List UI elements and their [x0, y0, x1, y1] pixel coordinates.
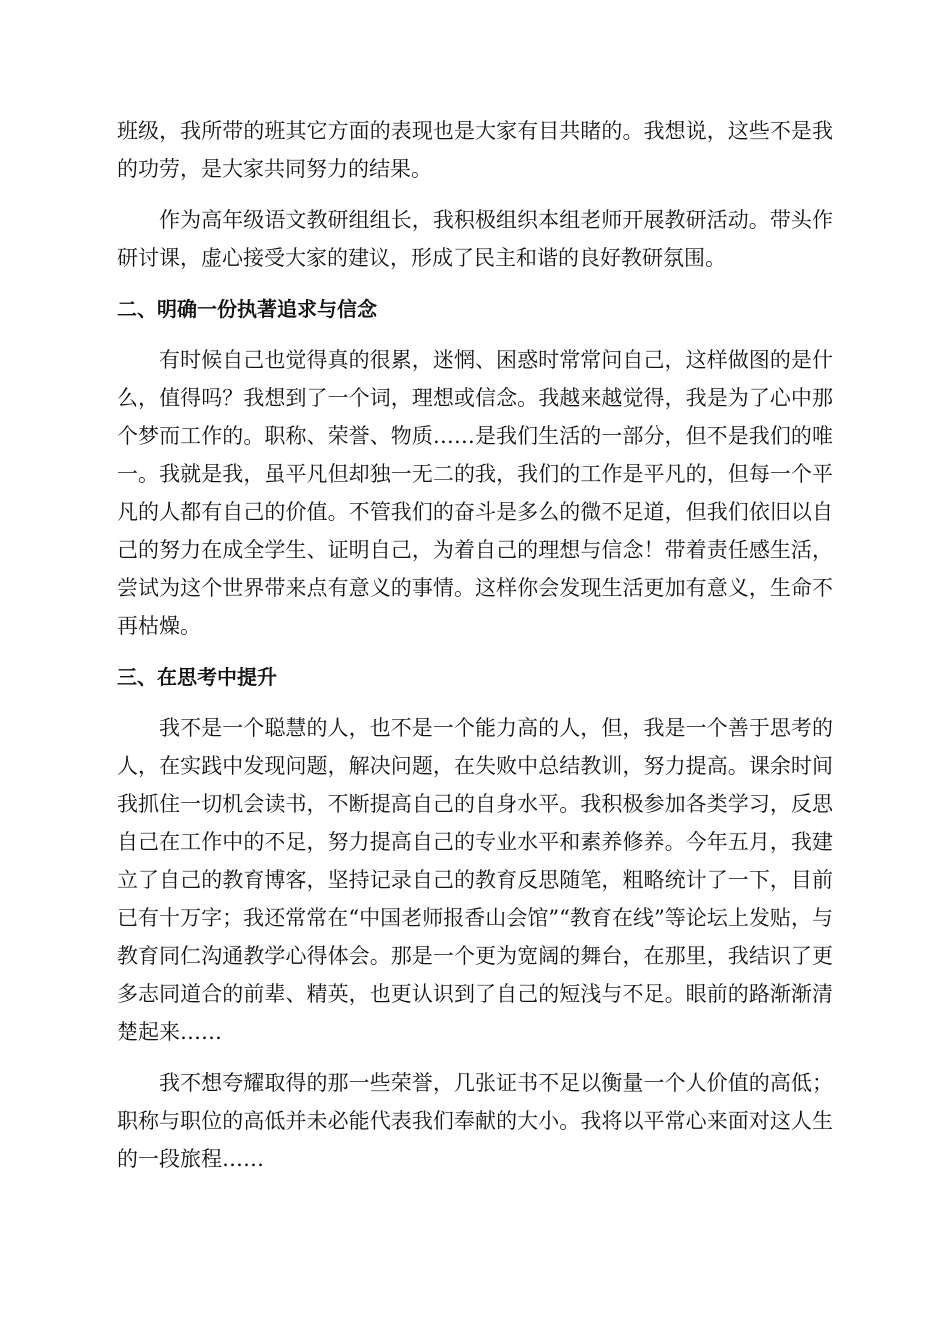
document-page	[117, 112, 833, 1178]
paragraph-belief: 有时候自己也觉得真的很累，迷惘、困惑时常常问自己，这样做图的是什么，值得吗？我想到了一个词，理想或信念。我越来越觉得，我是为了心中那个梦而工作的。职称、荣誉、物质……是我们生活的一部分，但不是我们的唯一。我就是我，虽平凡但却独一无二的我，我们的工作是平凡的，但每一个平凡的人都有自己的价值。不管我们的奋斗是多么的微不足道，但我们依旧以自己的努力在成全学生、证明自己，为着自己的理想与信念！带着责任感生活，尝试为这个世界带来点有意义的事情。这样你会发现生活更加有意义，生命不再枯燥。	[117, 348, 833, 638]
section-heading-2: 二、明确一份执著追求与信念	[117, 297, 377, 321]
paragraph-teaching-group: 作为高年级语文教研组组长，我积极组织本组老师开展教研活动。带头作研讨课，虚心接受大家的建议，形成了民主和谐的良好教研氛围。	[117, 208, 833, 270]
paragraph-continued: 班级，我所带的班其它方面的表现也是大家有目共睹的。我想说，这些不是我的功劳，是大家共同努力的结果。	[117, 119, 833, 181]
paragraph-gap	[117, 1051, 833, 1064]
paragraph-gap	[117, 277, 833, 290]
paragraph-gap	[117, 328, 833, 341]
paragraph-thinking: 我不是一个聪慧的人，也不是一个能力高的人，但，我是一个善于思考的人，在实践中发现问题，解决问题，在失败中总结教训，努力提高。课余时间我抓住一切机会读书，不断提高自己的自身水平。我积极参加各类学习，反思自己在工作中的不足，努力提高自己的专业水平和素养修养。今年五月，我建立了自己的教育博客，坚持记录自己的教育反思随笔，粗略统计了一下，目前已有十万字；我还常常在“中国老师报香山会馆”“教育在线”等论坛上发贴，与教育同仁沟通教学心得体会。那是一个更为宽阔的舞台，在那里，我结识了更多志同道合的前辈、精英，也更认识到了自己的短浅与不足。眼前的路渐渐清楚起来……	[117, 716, 833, 1044]
paragraph-closing: 我不想夸耀取得的那一些荣誉，几张证书不足以衡量一个人价值的高低；职称与职位的高低并未必能代表我们奉献的大小。我将以平常心来面对这人生的一段旅程……	[117, 1071, 833, 1171]
section-heading-3: 三、在思考中提升	[117, 665, 277, 689]
paragraph-gap	[117, 188, 833, 201]
paragraph-gap	[117, 696, 833, 709]
paragraph-gap	[117, 645, 833, 658]
